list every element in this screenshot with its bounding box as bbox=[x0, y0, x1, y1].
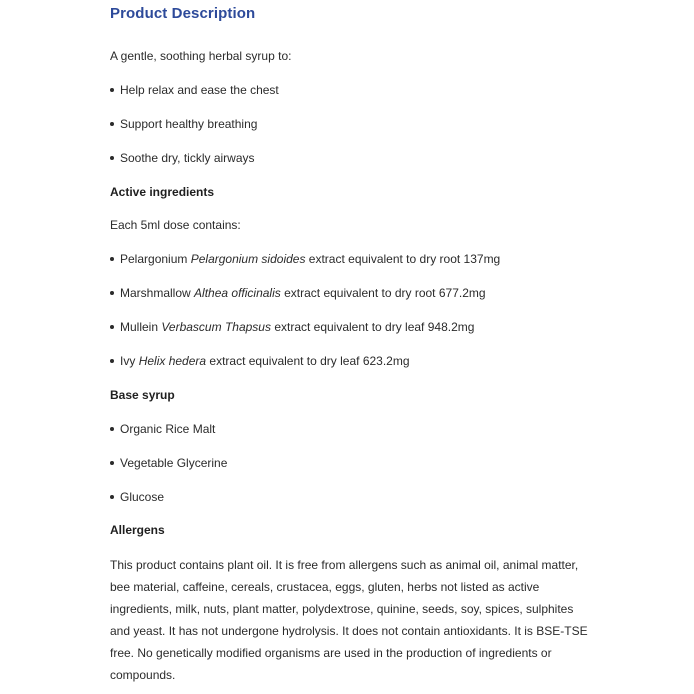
ingredient-item: Ivy Helix hedera extract equivalent to dry leaf 623.2mg bbox=[110, 353, 410, 369]
dose-text: Each 5ml dose contains: bbox=[110, 218, 241, 232]
benefit-item: Support healthy breathing bbox=[110, 116, 257, 132]
bullet-icon bbox=[110, 359, 114, 363]
base-item: Vegetable Glycerine bbox=[110, 455, 227, 471]
benefit-item: Soothe dry, tickly airways bbox=[110, 150, 255, 166]
base-item: Glucose bbox=[110, 489, 164, 505]
base-syrup-heading: Base syrup bbox=[110, 388, 175, 402]
base-item: Organic Rice Malt bbox=[110, 421, 215, 437]
allergens-paragraph: This product contains plant oil. It is free from allergens such as animal oil, animal matter, bee material, caffeine, cereals, crustacea, eggs, gluten, herbs not listed as active ingredients, milk, nuts, plant matter, polydextrose, quinine, seeds, soy, spices, sulphites and yeast. It has not undergone hydrolysis. It does not contain antioxidants. It is BSE-TSE free. No genetically modified organisms are used in the production of ingredients or compounds. bbox=[110, 558, 588, 682]
bullet-icon bbox=[110, 427, 114, 431]
ingredient-item: Mullein Verbascum Thapsus extract equivalent to dry leaf 948.2mg bbox=[110, 319, 474, 335]
intro-text: A gentle, soothing herbal syrup to: bbox=[110, 49, 292, 63]
bullet-icon bbox=[110, 495, 114, 499]
benefit-item: Help relax and ease the chest bbox=[110, 82, 279, 98]
bullet-icon bbox=[110, 122, 114, 126]
section-title: Product Description bbox=[110, 5, 256, 22]
bullet-icon bbox=[110, 325, 114, 329]
active-ingredients-heading: Active ingredients bbox=[110, 185, 215, 199]
bullet-icon bbox=[110, 88, 114, 92]
bullet-icon bbox=[110, 291, 114, 295]
bullet-icon bbox=[110, 156, 114, 160]
bullet-icon bbox=[110, 257, 114, 261]
ingredient-item: Marshmallow Althea officinalis extract equivalent to dry root 677.2mg bbox=[110, 285, 486, 301]
bullet-icon bbox=[110, 461, 114, 465]
allergens-heading: Allergens bbox=[110, 523, 165, 537]
ingredient-item: Pelargonium Pelargonium sidoides extract equivalent to dry root 137mg bbox=[110, 251, 500, 267]
